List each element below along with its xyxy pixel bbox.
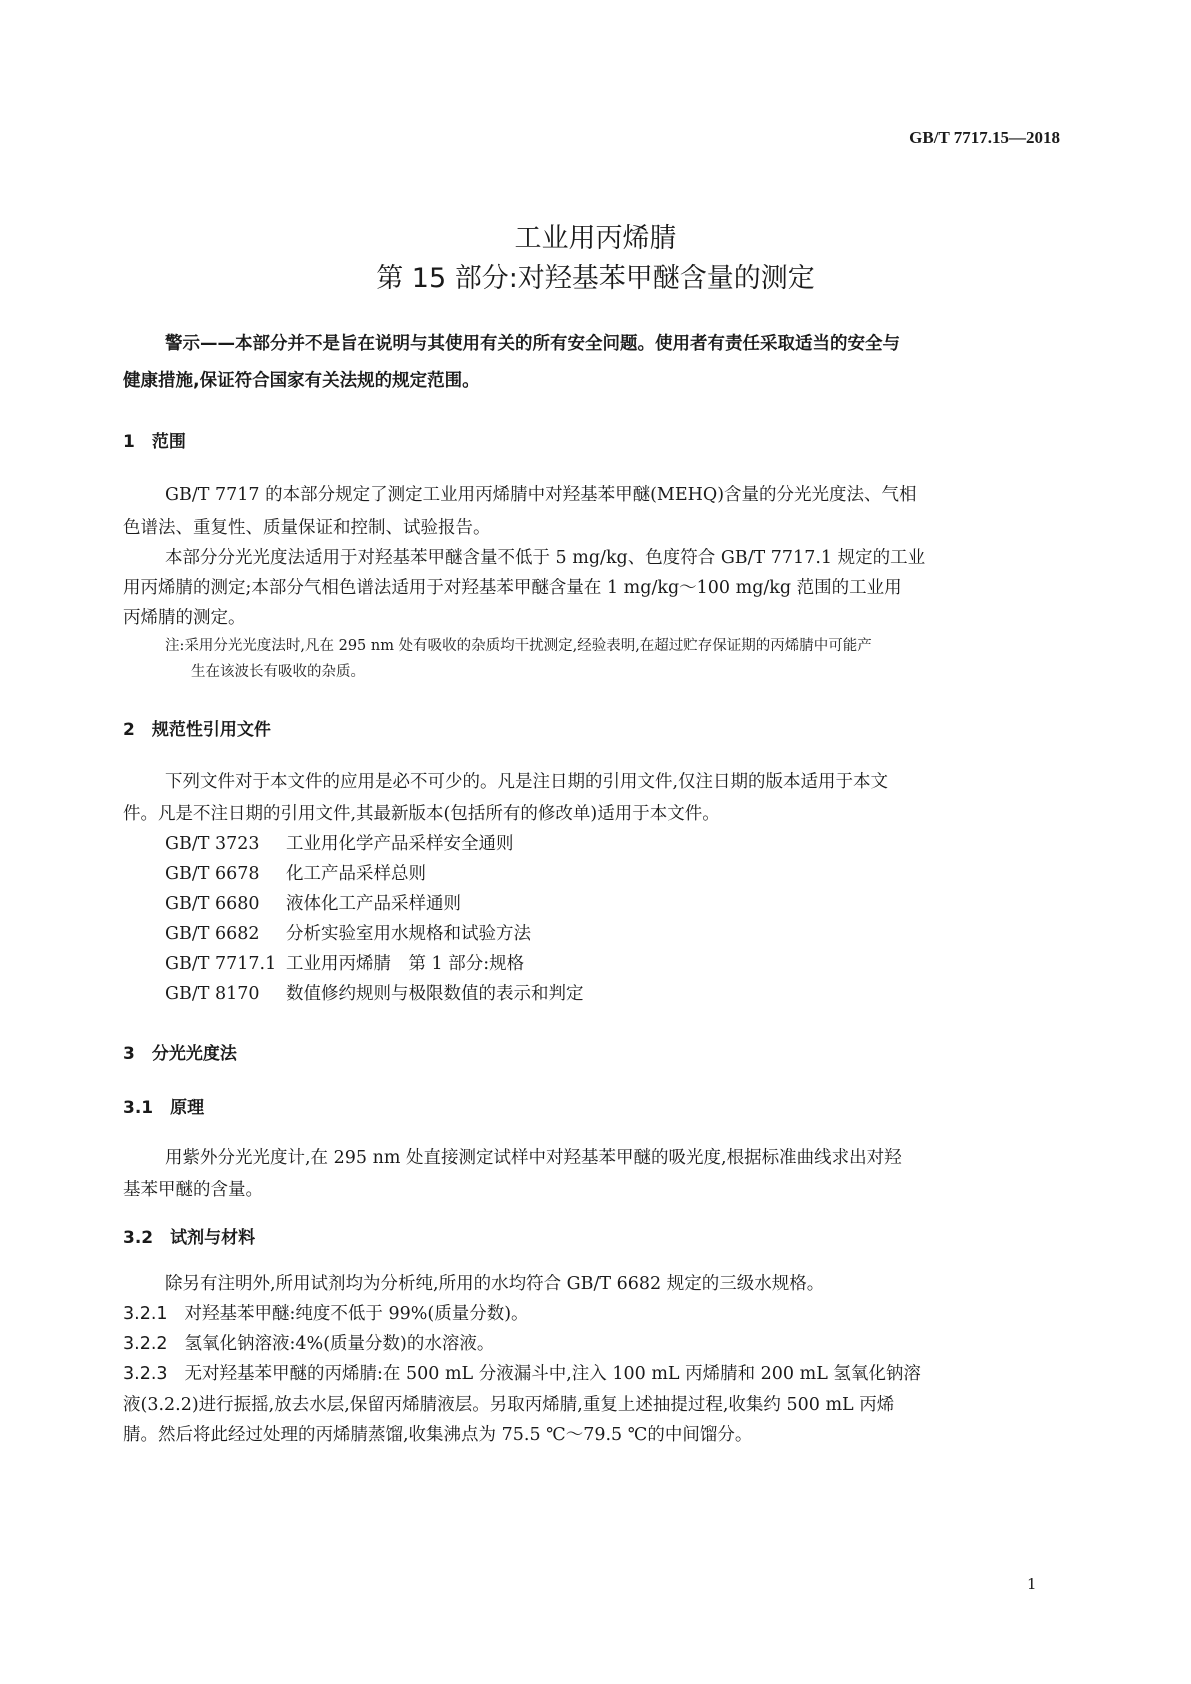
section-2-paragraph-line-1: 下列文件对于本文件的应用是必不可少的。凡是注日期的引用文件,仅注日期的版本适用于本文 xyxy=(165,772,889,792)
section-3-1-line-2: 基苯甲醚的含量。 xyxy=(123,1180,263,1200)
standard-code: GB/T 7717.15—2018 xyxy=(909,128,1060,147)
clause-3-2-3-line-3: 腈。然后将此经过处理的丙烯腈蒸馏,收集沸点为 75.5 ℃～79.5 ℃的中间馏分。 xyxy=(123,1425,753,1445)
section-1-note-line-1: 注:采用分光光度法时,凡在 295 nm 处有吸收的杂质均干扰测定,经验表明,在超过贮存保证期的丙烯腈中可能产 xyxy=(165,638,872,654)
section-3-1-heading: 3.1 原理 xyxy=(123,1098,205,1118)
section-2-heading: 2 规范性引用文件 xyxy=(123,720,271,740)
reference-item xyxy=(165,980,584,1005)
section-1-paragraph-2-line-1: 本部分分光光度法适用于对羟基苯甲醚含量不低于 5 mg/kg、色度符合 GB/T 7717.1 规定的工业 xyxy=(165,548,926,568)
reference-code: GB/T 3723 xyxy=(165,834,260,854)
reference-title: 工业用丙烯腈 第 1 部分:规格 xyxy=(286,954,525,974)
section-1-heading: 1 范围 xyxy=(123,432,186,452)
section-3-2-heading: 3.2 试剂与材料 xyxy=(123,1228,256,1248)
reference-title: 数值修约规则与极限数值的表示和判定 xyxy=(286,984,584,1004)
section-1-note-line-2: 生在该波长有吸收的杂质。 xyxy=(191,664,365,680)
reference-title: 分析实验室用水规格和试验方法 xyxy=(286,924,531,944)
reference-item xyxy=(165,890,461,915)
reference-title: 化工产品采样总则 xyxy=(286,864,426,884)
section-1-paragraph-2-line-2: 用丙烯腈的测定;本部分气相色谱法适用于对羟基苯甲醚含量在 1 mg/kg～100 mg/kg 范围的工业用 xyxy=(123,578,902,598)
reference-title: 工业用化学产品采样安全通则 xyxy=(286,834,514,854)
reference-code: GB/T 6680 xyxy=(165,894,260,914)
section-3-heading: 3 分光光度法 xyxy=(123,1044,237,1064)
section-3-2-intro: 除另有注明外,所用试剂均为分析纯,所用的水均符合 GB/T 6682 规定的三级水规格。 xyxy=(165,1274,825,1294)
warning-line-1: 警示——本部分并不是旨在说明与其使用有关的所有安全问题。使用者有责任采取适当的安全与 xyxy=(165,334,900,354)
clause-text: 氢氧化钠溶液:4%(质量分数)的水溶液。 xyxy=(184,1334,495,1354)
clause-number: 3.2.1 xyxy=(123,1304,168,1324)
section-1-paragraph-1-line-2: 色谱法、重复性、质量保证和控制、试验报告。 xyxy=(123,518,491,538)
warning-line-2: 健康措施,保证符合国家有关法规的规定范围。 xyxy=(123,371,480,391)
reference-item xyxy=(165,830,514,855)
clause-3-2-2 xyxy=(123,1330,494,1355)
section-1-paragraph-1-line-1: GB/T 7717 的本部分规定了测定工业用丙烯腈中对羟基苯甲醚(MEHQ)含量的分光光度法、气相 xyxy=(165,485,917,505)
section-2-paragraph-line-2: 件。凡是不注日期的引用文件,其最新版本(包括所有的修改单)适用于本文件。 xyxy=(123,804,720,824)
clause-text: 无对羟基苯甲醚的丙烯腈:在 500 mL 分液漏斗中,注入 100 mL 丙烯腈和 200 mL 氢氧化钠溶 xyxy=(184,1364,921,1384)
clause-text: 对羟基苯甲醚:纯度不低于 99%(质量分数)。 xyxy=(184,1304,529,1324)
clause-number: 3.2.2 xyxy=(123,1334,168,1354)
reference-code: GB/T 8170 xyxy=(165,984,260,1004)
reference-item xyxy=(165,860,426,885)
section-3-1-line-1: 用紫外分光光度计,在 295 nm 处直接测定试样中对羟基苯甲醚的吸光度,根据标准曲线求出对羟 xyxy=(165,1148,902,1168)
reference-item xyxy=(165,950,524,975)
reference-code: GB/T 6678 xyxy=(165,864,260,884)
clause-3-2-3-line-2: 液(3.2.2)进行振摇,放去水层,保留丙烯腈液层。另取丙烯腈,重复上述抽提过程,收集约 500 mL 丙烯 xyxy=(123,1395,895,1415)
page-number: 1 xyxy=(1027,1575,1037,1593)
reference-title: 液体化工产品采样通则 xyxy=(286,894,461,914)
clause-number: 3.2.3 xyxy=(123,1364,168,1384)
clause-3-2-3 xyxy=(123,1360,921,1385)
title-line-2: 第 15 部分:对羟基苯甲醚含量的测定 xyxy=(376,263,815,294)
section-1-paragraph-2-line-3: 丙烯腈的测定。 xyxy=(123,608,246,628)
reference-code: GB/T 7717.1 xyxy=(165,954,277,974)
reference-item xyxy=(165,920,531,945)
clause-3-2-1 xyxy=(123,1300,529,1325)
reference-code: GB/T 6682 xyxy=(165,924,260,944)
title-line-1: 工业用丙烯腈 xyxy=(514,223,677,254)
